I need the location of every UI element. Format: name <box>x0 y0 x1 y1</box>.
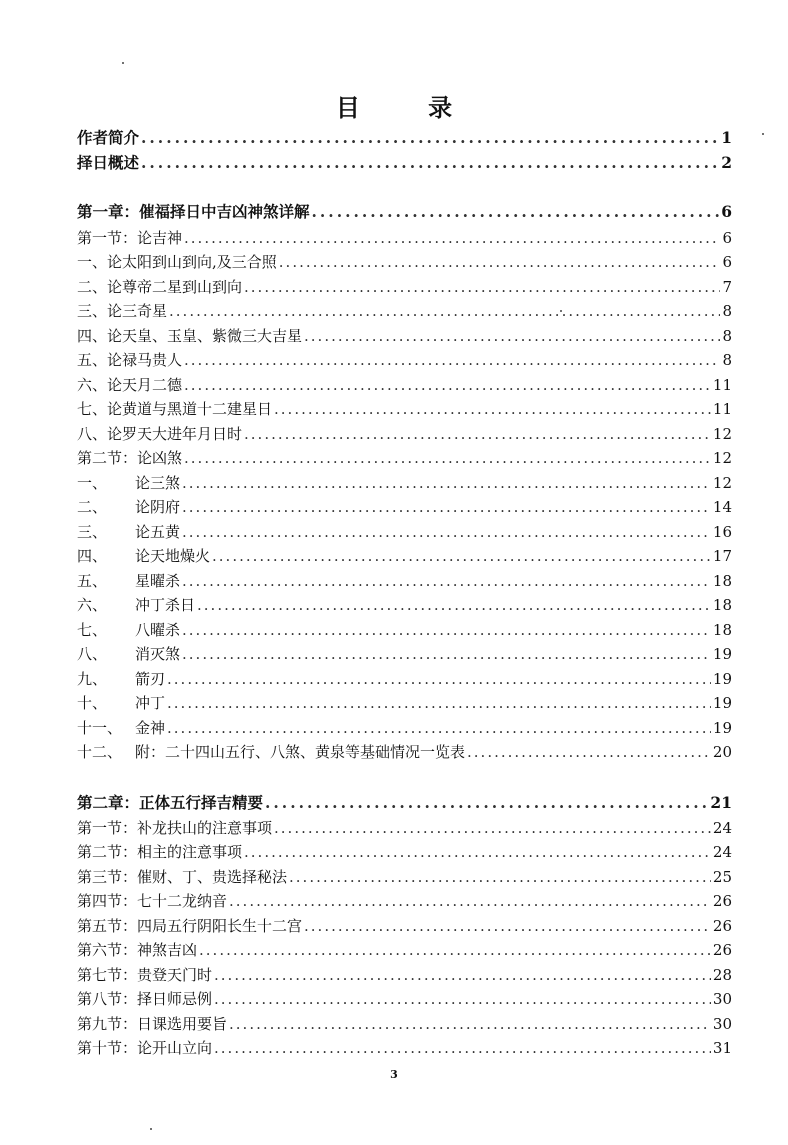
scan-speck <box>560 310 562 312</box>
toc-entry-page: 18 <box>712 621 732 639</box>
toc-entry-label: 论五黄 <box>135 523 181 541</box>
toc-entry[interactable] <box>77 1034 732 1058</box>
toc-entry-prefix: 十一、 <box>77 719 123 737</box>
toc-leader-dots <box>141 128 719 148</box>
toc-entry-label: 作者简介 <box>77 128 140 147</box>
toc-leader-dots <box>184 448 711 468</box>
toc-leader-dots <box>214 965 711 985</box>
toc-entry[interactable] <box>77 1010 732 1034</box>
toc-chapter[interactable] <box>77 789 732 813</box>
toc-chapter[interactable] <box>77 198 732 222</box>
toc-entry[interactable] <box>77 714 732 738</box>
toc-leader-dots <box>289 867 711 887</box>
toc-leader-dots <box>167 693 711 713</box>
toc-entry-page: 6 <box>722 229 732 247</box>
toc-entry-label: 冲丁杀日 <box>135 596 196 614</box>
toc-entry-page: 30 <box>712 1015 732 1033</box>
toc-leader-dots <box>184 228 720 248</box>
toc-entry-label: 四、论天皇、玉皇、紫微三大吉星 <box>77 327 303 345</box>
toc-entry-label: 三、论三奇星 <box>77 302 168 320</box>
toc-leader-dots <box>141 153 719 173</box>
toc-entry-page: 12 <box>712 474 732 492</box>
toc-entry-page: 28 <box>712 966 732 984</box>
toc-leader-dots <box>182 620 711 640</box>
toc-entry[interactable] <box>77 346 732 370</box>
toc-entry-prefix: 三、 <box>77 523 108 541</box>
toc-entry-page: 12 <box>712 425 732 443</box>
toc-entry-prefix: 一、 <box>77 474 108 492</box>
toc-entry[interactable] <box>77 149 732 173</box>
toc-leader-dots <box>212 546 711 566</box>
toc-entry-prefix: 九、 <box>77 670 108 688</box>
toc-leader-dots <box>167 718 711 738</box>
toc-leader-dots <box>229 1014 711 1034</box>
toc-entry-label: 论阴府 <box>135 498 181 516</box>
toc-entry-page: 8 <box>722 351 732 369</box>
scan-speck <box>762 133 764 135</box>
toc-leader-dots <box>182 473 711 493</box>
toc-leader-dots <box>274 818 711 838</box>
toc-entry-label: 第一章：催福择日中吉凶神煞详解 <box>77 202 310 221</box>
toc-entry-page: 11 <box>712 400 732 418</box>
toc-entry[interactable] <box>77 567 732 591</box>
toc-entry[interactable] <box>77 395 732 419</box>
toc-leader-dots <box>169 301 720 321</box>
toc-entry-label: 八曜杀 <box>135 621 181 639</box>
toc-entry-label: 一、论太阳到山到向,及三合照 <box>77 253 277 271</box>
toc-entry-page: 19 <box>712 694 732 712</box>
toc-entry-page: 6 <box>722 253 732 271</box>
toc-entry-label: 第三节：催财、丁、贵选择秘法 <box>77 868 288 886</box>
toc-leader-dots <box>312 202 720 222</box>
toc-entry-page: 30 <box>712 990 732 1008</box>
toc-entry[interactable] <box>77 863 732 887</box>
toc-leader-dots <box>229 891 711 911</box>
toc-leader-dots <box>244 277 720 297</box>
toc-entry-label: 第二章：正体五行择吉精要 <box>77 793 264 812</box>
toc-entry-prefix: 二、 <box>77 498 108 516</box>
toc-entry-page: 18 <box>712 596 732 614</box>
toc-entry[interactable] <box>77 985 732 1009</box>
toc-entry-page: 6 <box>721 202 732 221</box>
toc-entry-label: 消灭煞 <box>135 645 181 663</box>
toc-entry[interactable] <box>77 665 732 689</box>
toc-entry-page: 20 <box>712 743 732 761</box>
toc-entry[interactable] <box>77 518 732 542</box>
toc-entry-label: 二、论尊帝二星到山到向 <box>77 278 243 296</box>
toc-entry[interactable] <box>77 124 732 148</box>
toc-entry[interactable] <box>77 248 732 272</box>
toc-entry[interactable] <box>77 273 732 297</box>
toc-entry-label: 第九节：日课选用要旨 <box>77 1015 228 1033</box>
toc-leader-dots <box>244 424 711 444</box>
page-title: 目 录 <box>335 93 483 122</box>
toc-entry-label: 论天地燥火 <box>135 547 211 565</box>
toc-entry-page: 1 <box>721 128 732 147</box>
toc-entry-label: 择日概述 <box>77 153 140 172</box>
toc-leader-dots <box>184 350 720 370</box>
toc-entry-label: 第五节：四局五行阴阳长生十二宫 <box>77 917 303 935</box>
toc-entry[interactable] <box>77 961 732 985</box>
toc-leader-dots <box>182 522 711 542</box>
toc-entry[interactable] <box>77 689 732 713</box>
toc-leader-dots <box>279 252 721 272</box>
toc-entry-prefix: 四、 <box>77 547 108 565</box>
toc-leader-dots <box>274 399 711 419</box>
toc-leader-dots <box>304 916 711 936</box>
toc-entry-page: 17 <box>712 547 732 565</box>
page-number: 3 <box>390 1068 398 1081</box>
toc-entry-page: 24 <box>712 819 732 837</box>
toc-entry-label: 冲丁 <box>135 694 166 712</box>
toc-entry-prefix: 八、 <box>77 645 108 663</box>
toc-entry-label: 第一节：论吉神 <box>77 229 183 247</box>
scan-speck <box>150 1128 152 1130</box>
toc-leader-dots <box>184 375 711 395</box>
toc-entry-prefix: 五、 <box>77 572 108 590</box>
toc-entry-page: 8 <box>722 302 732 320</box>
toc-entry-prefix: 七、 <box>77 621 108 639</box>
toc-entry[interactable] <box>77 371 732 395</box>
toc-entry-page: 25 <box>712 868 732 886</box>
toc-entry-label: 六、论天月二德 <box>77 376 183 394</box>
toc-entry-page: 24 <box>712 843 732 861</box>
toc-leader-dots <box>214 1038 711 1058</box>
toc-entry[interactable] <box>77 887 732 911</box>
toc-entry-label: 七、论黄道与黑道十二建星日 <box>77 400 273 418</box>
toc-entry-page: 2 <box>721 153 732 172</box>
toc-entry-page: 8 <box>722 327 732 345</box>
toc-leader-dots <box>214 989 711 1009</box>
toc-leader-dots <box>182 644 711 664</box>
toc-entry-label: 论三煞 <box>135 474 181 492</box>
toc-entry-page: 11 <box>712 376 732 394</box>
toc-entry-label: 第六节：神煞吉凶 <box>77 941 198 959</box>
toc-entry-prefix: 六、 <box>77 596 108 614</box>
toc-entry[interactable] <box>77 591 732 615</box>
toc-leader-dots <box>167 669 711 689</box>
toc-leader-dots <box>304 326 720 346</box>
toc-entry[interactable] <box>77 838 732 862</box>
toc-entry[interactable] <box>77 224 732 248</box>
toc-entry-page: 26 <box>712 892 732 910</box>
scan-speck <box>122 62 124 64</box>
toc-entry-prefix: 十、 <box>77 694 108 712</box>
toc-entry-label: 附：二十四山五行、八煞、黄泉等基础情况一览表 <box>135 743 466 761</box>
toc-entry-page: 31 <box>712 1039 732 1057</box>
toc-entry-label: 第十节：论开山立向 <box>77 1039 213 1057</box>
toc-entry-page: 19 <box>712 670 732 688</box>
toc-leader-dots <box>467 742 711 762</box>
toc-entry-page: 26 <box>712 941 732 959</box>
toc-entry[interactable] <box>77 542 732 566</box>
toc-entry[interactable] <box>77 444 732 468</box>
toc-entry[interactable] <box>77 297 732 321</box>
toc-entry[interactable] <box>77 738 732 762</box>
toc-entry-page: 19 <box>712 719 732 737</box>
toc-entry-page: 14 <box>712 498 732 516</box>
toc-entry-page: 21 <box>710 793 732 812</box>
toc-entry-label: 第一节：补龙扶山的注意事项 <box>77 819 273 837</box>
toc-leader-dots <box>265 793 708 813</box>
toc-entry-label: 星曜杀 <box>135 572 181 590</box>
toc-entry[interactable] <box>77 420 732 444</box>
toc-entry[interactable] <box>77 814 732 838</box>
toc-entry-page: 18 <box>712 572 732 590</box>
toc-entry-label: 第七节：贵登天门时 <box>77 966 213 984</box>
toc-entry[interactable] <box>77 469 732 493</box>
toc-leader-dots <box>197 595 711 615</box>
toc-entry-label: 箭刃 <box>135 670 166 688</box>
toc-entry[interactable] <box>77 493 732 517</box>
toc-leader-dots <box>182 571 711 591</box>
toc-entry-label: 第二节：相主的注意事项 <box>77 843 243 861</box>
toc-entry[interactable] <box>77 912 732 936</box>
toc-entry-page: 7 <box>722 278 732 296</box>
toc-entry-page: 19 <box>712 645 732 663</box>
toc-entry-label: 第四节：七十二龙纳音 <box>77 892 228 910</box>
toc-entry[interactable] <box>77 616 732 640</box>
toc-entry[interactable] <box>77 640 732 664</box>
toc-leader-dots <box>244 842 711 862</box>
toc-entry-label: 第八节：择日师忌例 <box>77 990 213 1008</box>
toc-entry-prefix: 十二、 <box>77 743 123 761</box>
toc-entry-label: 金神 <box>135 719 166 737</box>
toc-entry-page: 26 <box>712 917 732 935</box>
toc-entry-label: 八、论罗天大进年月日时 <box>77 425 243 443</box>
toc-entry-label: 第二节：论凶煞 <box>77 449 183 467</box>
toc-entry[interactable] <box>77 322 732 346</box>
toc-entry-label: 五、论禄马贵人 <box>77 351 183 369</box>
toc-leader-dots <box>199 940 711 960</box>
toc-entry-page: 16 <box>712 523 732 541</box>
toc-entry[interactable] <box>77 936 732 960</box>
toc-entry-page: 12 <box>712 449 732 467</box>
toc-leader-dots <box>182 497 711 517</box>
